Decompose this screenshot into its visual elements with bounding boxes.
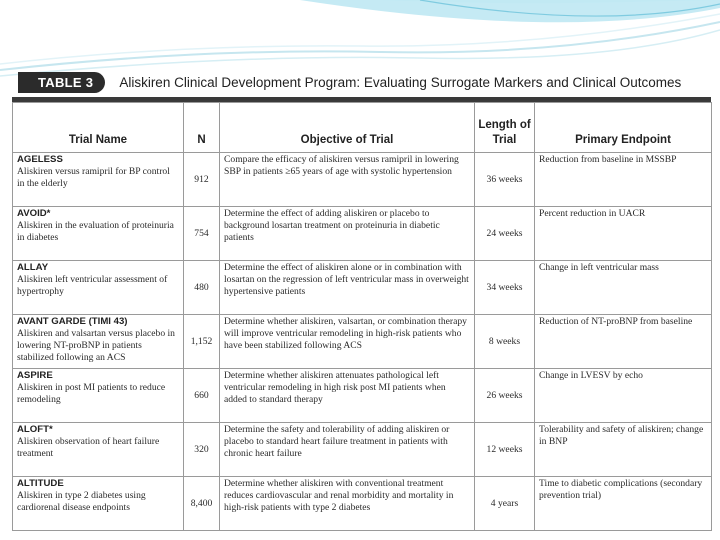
trial-n: 754 [184, 207, 220, 261]
trial-name: ALOFT* [17, 424, 53, 435]
trial-endpoint: Change in left ventricular mass [539, 262, 659, 273]
table-row [13, 207, 712, 261]
trial-name-cell [13, 315, 184, 369]
trial-objective: Determine the effect of aliskiren alone or in combination with losartan on the regression of left ventricular mass in overweight hypertensive patients [224, 262, 469, 297]
trial-endpoint-cell [535, 261, 712, 315]
trial-objective: Determine the safety and tolerability of adding aliskiren or placebo to standard heart failure treatment in patients with chronic heart failure [224, 424, 450, 459]
table-header [14, 70, 714, 94]
trial-length: 8 weeks [475, 315, 535, 369]
trial-n: 912 [184, 153, 220, 207]
table-row [13, 315, 712, 369]
trial-length: 34 weeks [475, 261, 535, 315]
trial-name: AVANT GARDE (TIMI 43) [17, 316, 128, 327]
trial-name-cell [13, 423, 184, 477]
col-header-endpoint: Primary Endpoint [535, 103, 712, 153]
table-row [13, 369, 712, 423]
table-label: TABLE 3 [18, 72, 105, 93]
trial-name: AGELESS [17, 154, 63, 165]
trial-name-cell [13, 153, 184, 207]
table-row [13, 423, 712, 477]
trial-description: Aliskiren observation of heart failure treatment [17, 435, 160, 459]
trial-length: 12 weeks [475, 423, 535, 477]
trial-n: 480 [184, 261, 220, 315]
trial-endpoint: Time to diabetic complications (secondary prevention trial) [539, 478, 703, 501]
table-row [13, 153, 712, 207]
col-header-length: Length of Trial [475, 103, 535, 153]
trial-name: ALLAY [17, 262, 49, 273]
trial-name: ASPIRE [17, 370, 53, 381]
trial-length: 26 weeks [475, 369, 535, 423]
trial-name-cell [13, 369, 184, 423]
trial-length: 24 weeks [475, 207, 535, 261]
trial-name: ALTITUDE [17, 478, 64, 489]
table-row [13, 477, 712, 531]
trial-objective-cell [220, 423, 475, 477]
table-header-row [13, 103, 712, 153]
trial-name-cell [13, 207, 184, 261]
trial-n: 660 [184, 369, 220, 423]
trial-length: 36 weeks [475, 153, 535, 207]
trial-endpoint: Reduction of NT-proBNP from baseline [539, 316, 693, 327]
trial-objective-cell [220, 207, 475, 261]
trial-endpoint-cell [535, 315, 712, 369]
table-row [13, 261, 712, 315]
trial-description: Aliskiren in the evaluation of proteinuria in diabetes [17, 219, 174, 243]
trial-endpoint-cell [535, 153, 712, 207]
trial-endpoint-cell [535, 369, 712, 423]
col-header-n: N [184, 103, 220, 153]
trial-description: Aliskiren in post MI patients to reduce remodeling [17, 381, 166, 405]
trial-length: 4 years [475, 477, 535, 531]
trial-objective-cell [220, 153, 475, 207]
trial-endpoint-cell [535, 207, 712, 261]
trial-objective: Determine whether aliskiren with conventional treatment reduces cardiovascular and renal morbidity and mortality in high-risk patients with type 2 diabetes [224, 478, 454, 513]
col-header-trial-name: Trial Name [13, 103, 184, 153]
trial-objective-cell [220, 477, 475, 531]
trial-endpoint-cell [535, 477, 712, 531]
trial-endpoint: Reduction from baseline in MSSBP [539, 154, 677, 165]
trial-endpoint: Tolerability and safety of aliskiren; change in BNP [539, 424, 704, 447]
trial-objective: Determine whether aliskiren, valsartan, or combination therapy will improve ventricular remodeling in high-risk patients who have been stabilized following ACS [224, 316, 467, 351]
trial-n: 1,152 [184, 315, 220, 369]
trial-name: AVOID* [17, 208, 51, 219]
trial-description: Aliskiren left ventricular assessment of hypertrophy [17, 273, 168, 297]
trial-description: Aliskiren and valsartan versus placebo in lowering NT-proBNP in patients stabilized following an ACS [17, 327, 175, 363]
table-title: Aliskiren Clinical Development Program: Evaluating Surrogate Markers and Clinical Outcomes [119, 74, 682, 90]
trial-description: Aliskiren in type 2 diabetes using cardiorenal disease endpoints [17, 489, 146, 513]
trial-objective: Determine whether aliskiren attenuates pathological left ventricular remodeling in high risk post MI patients when added to standard therapy [224, 370, 446, 405]
trial-endpoint: Change in LVESV by echo [539, 370, 643, 381]
trial-name-cell [13, 261, 184, 315]
trial-n: 320 [184, 423, 220, 477]
trial-endpoint: Percent reduction in UACR [539, 208, 646, 219]
trial-name-cell [13, 477, 184, 531]
trial-endpoint-cell [535, 423, 712, 477]
trial-objective: Determine the effect of adding aliskiren or placebo to background losartan treatment on proteinuria in diabetic patients [224, 208, 440, 243]
col-header-objective: Objective of Trial [220, 103, 475, 153]
trial-objective-cell [220, 261, 475, 315]
trial-objective: Compare the efficacy of aliskiren versus ramipril in lowering SBP in patients ≥65 years of age with systolic hypertension [224, 154, 459, 177]
trials-table [12, 102, 712, 531]
trial-objective-cell [220, 369, 475, 423]
trial-n: 8,400 [184, 477, 220, 531]
trial-objective-cell [220, 315, 475, 369]
trial-description: Aliskiren versus ramipril for BP control in the elderly [17, 165, 170, 189]
